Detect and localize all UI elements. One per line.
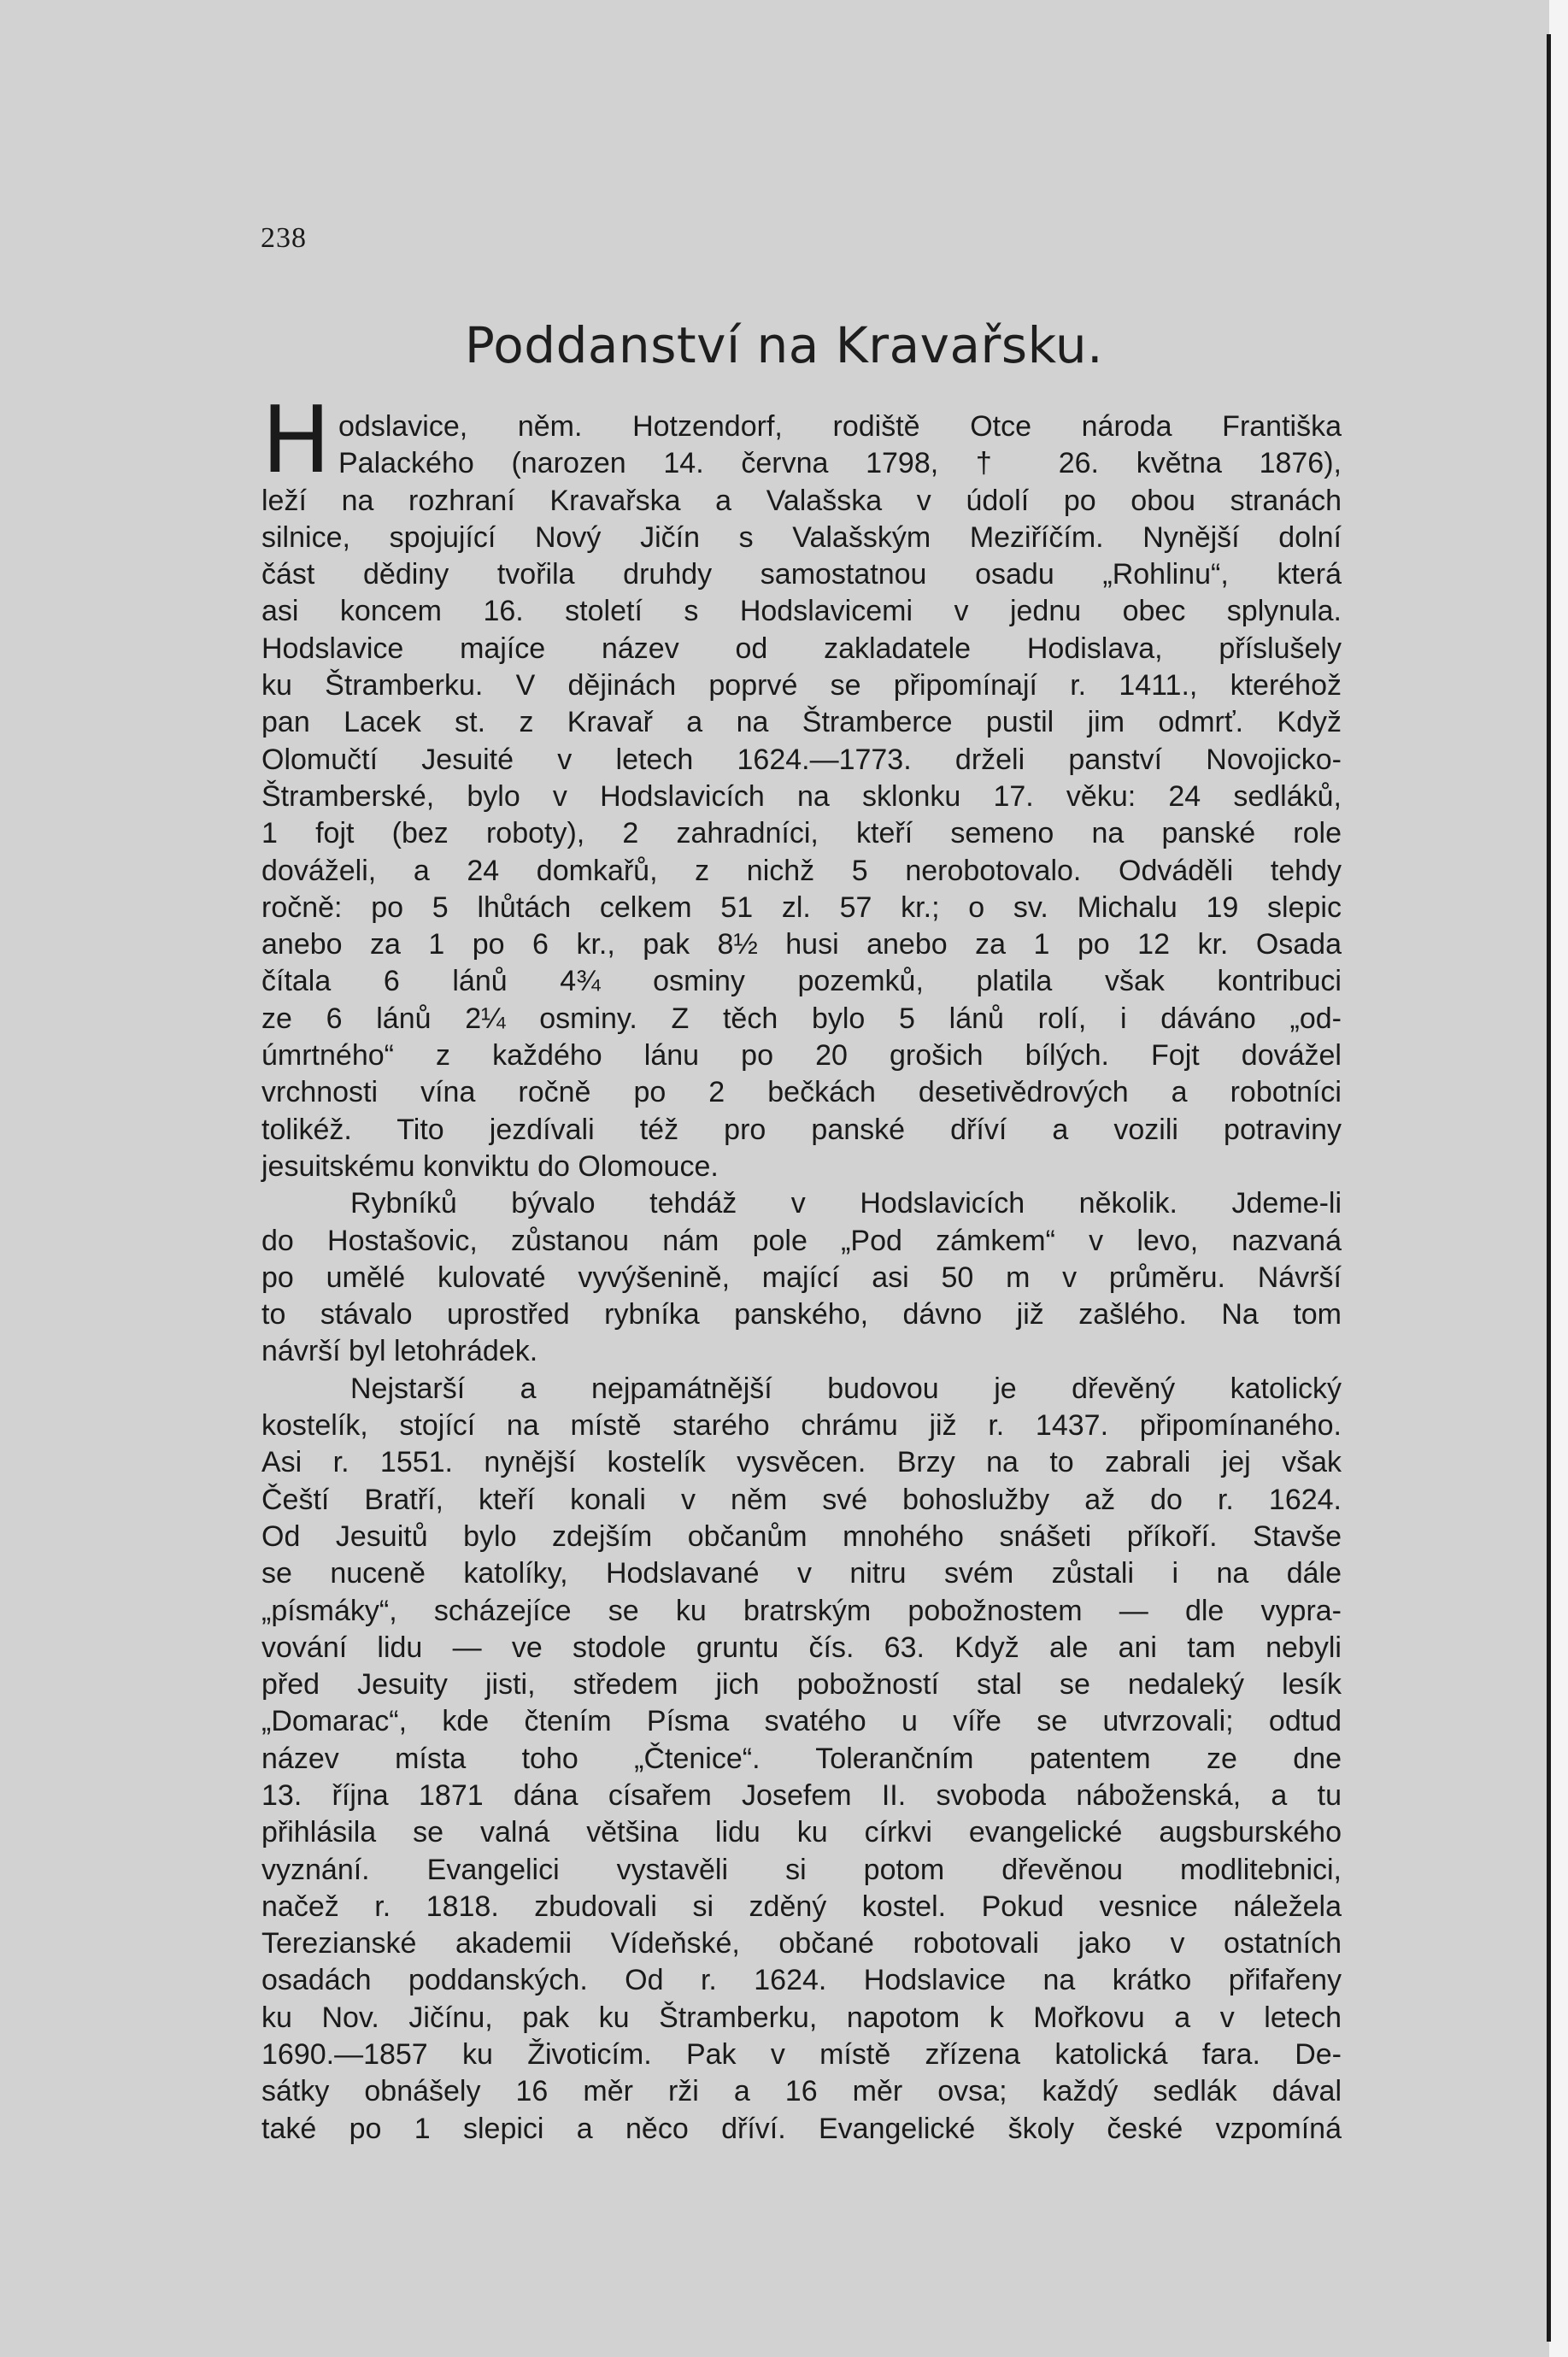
text-line: po umělé kulovaté vyvýšenině, mající asi 50 m v průměru. Návrší (261, 1261, 1342, 1294)
text-line: Rybníků bývalo tehdáž v Hodslavicích několik. Jdeme-li (350, 1187, 1342, 1220)
text-line: do Hostašovic, zůstanou nám pole „Pod zámkem“ v levo, nazvaná (261, 1224, 1342, 1257)
text-line: odslavice, něm. Hotzendorf, rodiště Otce národa Františka (338, 410, 1342, 443)
text-line: asi koncem 16. století s Hodslavicemi v jednu obec splynula. (261, 595, 1342, 628)
text-line: „Domarac“, kde čtením Písma svatého u víře se utvrzovali; odtud (261, 1705, 1342, 1738)
text-line: 1 fojt (bez roboty), 2 zahradníci, kteří semeno na panské role (261, 817, 1342, 850)
text-line: vyznání. Evangelici vystavěli si potom dřevěnou modlitebnici, (261, 1853, 1342, 1886)
chapter-title: Poddanství na Kravařsku. (464, 316, 1104, 374)
text-line: leží na rozhraní Kravařska a Valašska v údolí po obou stranách (261, 484, 1342, 517)
text-line: ze 6 lánů 2¼ osminy. Z těch bylo 5 lánů rolí, i dáváno „od- (261, 1002, 1342, 1035)
text-line: Terezianské akademii Vídeňské, občané robotovali jako v ostatních (261, 1927, 1342, 1960)
text-line: 1690.—1857 ku Životicím. Pak v místě zřízena katolická fara. De- (261, 2038, 1342, 2072)
text-line: vování lidu — ve stodole gruntu čís. 63. Když ale ani tam nebyli (261, 1631, 1342, 1664)
text-line: se nuceně katolíky, Hodslavané v nitru svém zůstali i na dále (261, 1557, 1342, 1590)
text-line: před Jesuity jisti, středem jich pobožností stal se nedaleký lesík (261, 1668, 1342, 1702)
text-line: název místa toho „Čtenice“. Tolerančním patentem ze dne (261, 1742, 1342, 1775)
text-line: také po 1 slepici a něco dříví. Evangelické školy české vzpomíná (261, 2112, 1342, 2145)
text-line: úmrtného“ z každého lánu po 20 grošich bílých. Fojt dovážel (261, 1039, 1342, 1073)
paragraph-3 (261, 1371, 1342, 2148)
page-number: 238 (261, 222, 307, 254)
text-line: tolikéž. Tito jezdívali též pro panské dříví a vozili potraviny (261, 1113, 1342, 1146)
body-text (261, 409, 1342, 2148)
text-line: dováželi, a 24 domkařů, z nichž 5 nerobotovalo. Odváděli tehdy (261, 854, 1342, 887)
text-line: ku Nov. Jičínu, pak ku Štramberku, napotom k Mořkovu a v letech (261, 2001, 1342, 2034)
text-line: „písmáky“, scházejíce se ku bratrským pobožnostem — dle vypra- (261, 1594, 1342, 1627)
text-line: Asi r. 1551. nynější kostelík vysvěcen. Brzy na to zabrali jej však (261, 1446, 1342, 1479)
text-line: část dědiny tvořila druhdy samostatnou osadu „Rohlinu“, která (261, 558, 1342, 591)
text-line: Nejstarší a nejpamátnější budovou je dřevěný katolický (350, 1372, 1342, 1405)
text-line: Olomučtí Jesuité v letech 1624.—1773. drželi panství Novojicko- (261, 743, 1342, 776)
text-line: vrchnosti vína ročně po 2 bečkách desetivědrových a robotníci (261, 1076, 1342, 1109)
drop-cap: H (261, 387, 332, 494)
text-line: Hodslavice majíce název od zakladatele Hodislava, příslušely (261, 632, 1342, 665)
text-line: Od Jesuitů bylo zdejším občanům mnohého snášeti příkoří. Stavše (261, 1519, 1342, 1553)
text-line: pan Lacek st. z Kravař a na Štramberce pustil jim odmrť. Když (261, 706, 1342, 739)
text-line: ročně: po 5 lhůtách celkem 51 zl. 57 kr.; o sv. Michalu 19 slepic (261, 890, 1342, 924)
text-line: osadách poddanských. Od r. 1624. Hodslavice na krátko přifařeny (261, 1964, 1342, 1997)
text-line: návrší byl letohrádek. (261, 1335, 538, 1368)
text-line: Štramberské, bylo v Hodslavicích na sklonku 17. věku: 24 sedláků, (261, 779, 1342, 813)
paragraph-1 (261, 409, 1342, 1185)
text-line: ku Štramberku. V dějinách poprvé se připomínají r. 1411., kteréhož (261, 669, 1342, 702)
text-line: čítala 6 lánů 4¾ osminy pozemků, platila však kontribuci (261, 965, 1342, 998)
paragraph-2 (261, 1185, 1342, 1370)
text-line: jesuitskému konviktu do Olomouce. (261, 1149, 719, 1183)
text-line: anebo za 1 po 6 kr., pak 8½ husi anebo za 1 po 12 kr. Osada (261, 928, 1342, 961)
text-line: 13. října 1871 dána císařem Josefem II. svoboda náboženská, a tu (261, 1778, 1342, 1812)
text-line: načež r. 1818. zbudovali si zděný kostel. Pokud vesnice náležela (261, 1890, 1342, 1923)
text-line: přihlásila se valná většina lidu ku církvi evangelické augsburského (261, 1816, 1342, 1849)
text-line: Palackého (narozen 14. června 1798, † 26. května 1876), (338, 447, 1342, 480)
text-line: to stávalo uprostřed rybníka panského, dávno již zašlého. Na tom (261, 1298, 1342, 1331)
text-line: Čeští Bratří, kteří konali v něm své bohoslužby až do r. 1624. (261, 1483, 1342, 1516)
text-line: sátky obnášely 16 měr rži a 16 měr ovsa; každý sedlák dával (261, 2075, 1342, 2108)
text-line: silnice, spojující Nový Jičín s Valašským Meziříčím. Nynější dolní (261, 520, 1342, 554)
scan-binding-line (1547, 34, 1551, 2342)
text-line: kostelík, stojící na místě starého chrámu již r. 1437. připomínaného. (261, 1409, 1342, 1443)
